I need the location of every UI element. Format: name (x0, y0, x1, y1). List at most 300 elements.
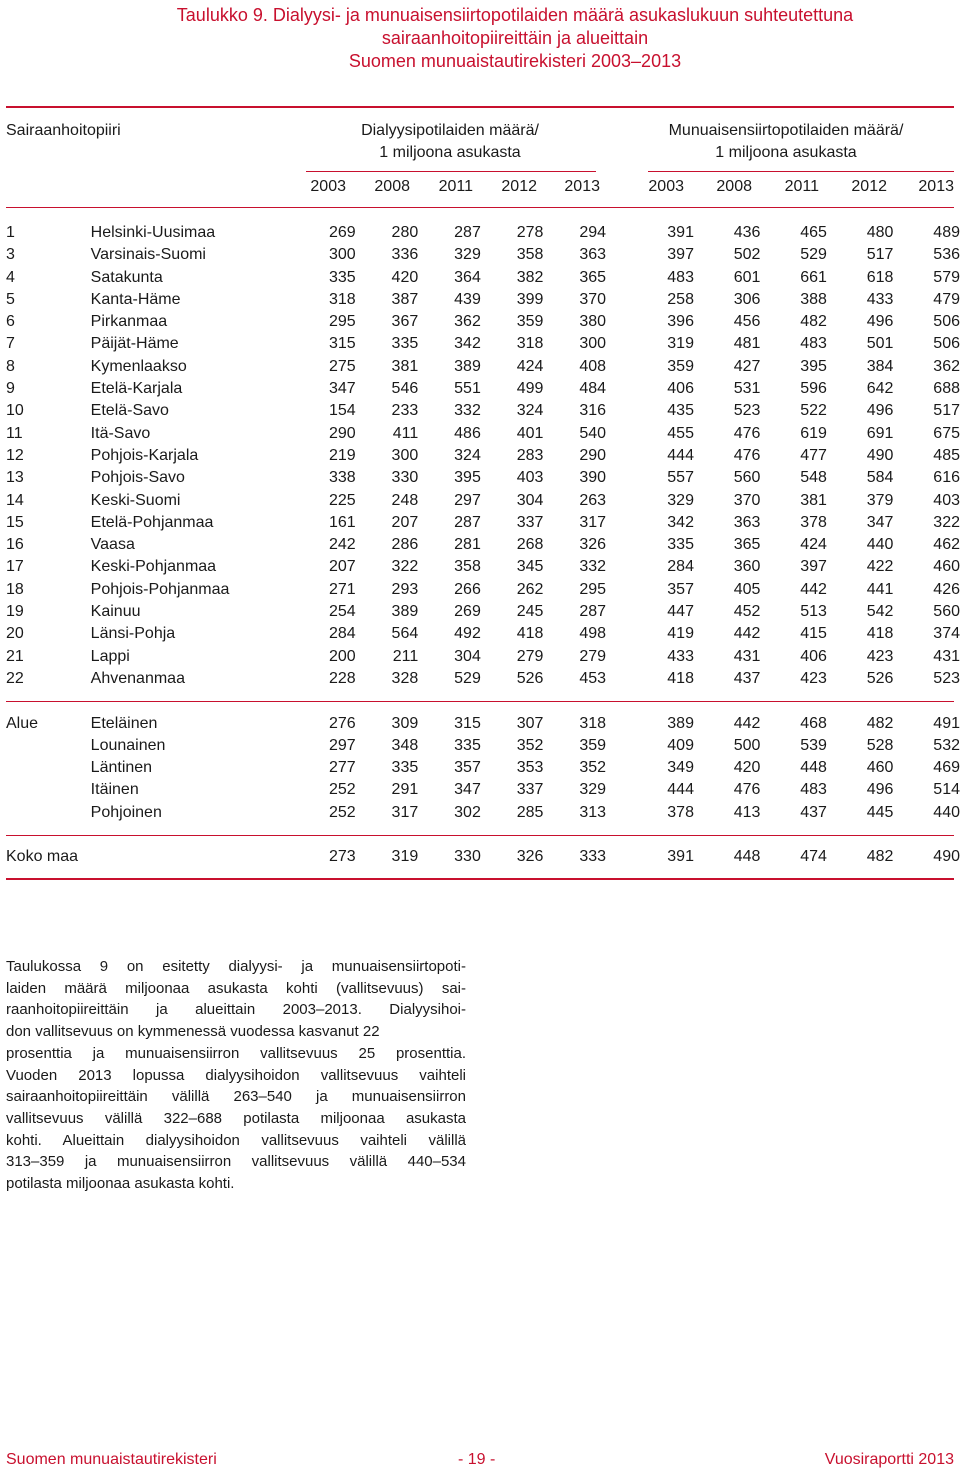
column-gap (606, 467, 627, 489)
transplant-value: 465 (800, 224, 827, 241)
dialysis-value: 358 (454, 558, 481, 576)
dialysis-value: 225 (328, 491, 356, 509)
transplant-value: 284 (667, 558, 694, 576)
dialysis-value: 324 (516, 402, 544, 420)
row-number: 14 (6, 491, 24, 509)
dialysis-value: 335 (328, 268, 356, 286)
transplant-value: 403 (933, 491, 960, 509)
district-row (6, 400, 960, 422)
transplant-value: 378 (667, 803, 694, 821)
column-gap (606, 423, 627, 445)
column-gap (606, 534, 627, 556)
dialysis-value: 276 (328, 714, 356, 732)
year-header: 2011 (784, 178, 819, 195)
row-number: 19 (6, 603, 24, 621)
row-number: Koko maa (6, 848, 79, 866)
dialysis-value: 242 (328, 536, 356, 554)
transplant-value: 442 (800, 580, 827, 598)
dialysis-value: 317 (579, 513, 607, 531)
row-number (6, 757, 91, 779)
dialysis-value: 200 (328, 647, 356, 665)
dialysis-value: 326 (579, 536, 607, 554)
dialysis-value: 271 (328, 580, 356, 598)
dialysis-value: 300 (391, 446, 419, 464)
transplant-value: 517 (866, 246, 894, 264)
paragraph-line: don vallitsevuus on kymmenessä vuodessa kasvanut 22 (6, 1023, 380, 1041)
dialysis-value: 335 (454, 736, 481, 754)
transplant-value: 480 (866, 224, 894, 241)
transplant-value: 616 (933, 469, 960, 487)
district-row (6, 512, 960, 534)
row-number: 1 (6, 224, 15, 241)
transplant-value: 688 (933, 380, 960, 398)
dialysis-value: 219 (328, 446, 356, 464)
transplant-value: 335 (667, 536, 694, 554)
transplant-value: 374 (933, 625, 960, 643)
column-gap (606, 757, 627, 779)
dialysis-value: 338 (328, 469, 356, 487)
dialysis-value: 364 (454, 268, 481, 286)
dialysis-value: 284 (328, 625, 356, 643)
row-name: Läntinen (90, 759, 153, 777)
dialysis-value: 268 (516, 536, 544, 554)
transplant-value: 560 (933, 603, 960, 621)
description-paragraph (6, 956, 466, 1195)
row-number: 9 (6, 380, 15, 398)
footer-registry: Suomen munuaistautirekisteri (6, 1451, 217, 1468)
transplant-value: 389 (667, 714, 694, 732)
total-row (6, 846, 960, 868)
transplant-value: 433 (667, 647, 694, 665)
transplant-value: 442 (733, 714, 761, 732)
district-row (6, 311, 960, 333)
transplant-value: 384 (866, 357, 894, 375)
dialysis-value: 420 (391, 268, 419, 286)
dialysis-value: 336 (391, 246, 419, 264)
transplant-value: 482 (866, 714, 894, 732)
transplant-value: 415 (800, 625, 827, 643)
dialysis-group-header (300, 120, 600, 164)
dialysis-value: 266 (454, 580, 481, 598)
dialysis-value: 390 (579, 469, 607, 487)
dialysis-value: 277 (328, 759, 356, 777)
dialysis-value: 309 (391, 714, 419, 732)
row-name: Satakunta (90, 268, 163, 286)
row-name: Kymenlaakso (90, 357, 187, 375)
dialysis-value: 362 (454, 313, 481, 331)
transplant-value: 481 (733, 335, 761, 353)
row-name: Eteläinen (90, 714, 158, 732)
row-number: 15 (6, 513, 24, 531)
transplant-value: 539 (800, 736, 827, 754)
transplant-value: 529 (800, 246, 827, 264)
dialysis-value: 499 (516, 380, 544, 398)
transplant-value: 418 (866, 625, 894, 643)
transplant-value: 423 (866, 647, 894, 665)
district-row (6, 445, 960, 467)
row-number: 17 (6, 558, 24, 576)
dialysis-group-rule (306, 171, 596, 172)
row-name: Lappi (90, 647, 130, 665)
transplant-value: 496 (866, 781, 894, 799)
column-gap (606, 846, 627, 868)
transplant-value: 483 (800, 335, 827, 353)
transplant-value: 501 (866, 335, 894, 353)
transplant-value: 424 (800, 536, 827, 554)
column-gap (606, 579, 627, 601)
transplant-group-header (636, 120, 936, 164)
row-name: Kanta-Häme (90, 290, 181, 308)
region-row (6, 757, 960, 779)
dialysis-value: 345 (516, 558, 544, 576)
dialysis-value: 399 (516, 290, 544, 308)
dialysis-value: 551 (454, 380, 481, 398)
district-row (6, 646, 960, 668)
district-row (6, 222, 960, 244)
transplant-value: 557 (667, 469, 694, 487)
paragraph-line: Vuoden 2013 lopussa dialyysihoidon vallitsevuus vaihteli (6, 1066, 466, 1084)
paragraph-line: sairaanhoitopiireittäin välillä 263–540 ja munuaisensiirron (6, 1088, 466, 1106)
transplant-value: 258 (667, 290, 694, 308)
dialysis-value: 330 (454, 848, 481, 866)
transplant-value: 396 (667, 313, 694, 331)
dialysis-value: 564 (391, 625, 419, 643)
paragraph-line: vallitsevuus välillä 322–688 potilasta miljoonaa asukasta (6, 1109, 466, 1127)
dialysis-value: 403 (516, 469, 544, 487)
transplant-value: 506 (933, 313, 960, 331)
year-header: 2012 (501, 178, 537, 195)
dialysis-value: 254 (328, 603, 356, 621)
transplant-value: 448 (800, 759, 827, 777)
transplant-value: 691 (866, 424, 894, 442)
transplant-value: 365 (733, 536, 761, 554)
row-name: Varsinais-Suomi (90, 246, 206, 264)
transplant-value: 440 (933, 803, 960, 821)
dialysis-value: 161 (328, 513, 356, 531)
transplant-value: 347 (866, 513, 894, 531)
transplant-value: 531 (733, 380, 761, 398)
year-header: 2012 (851, 178, 887, 195)
row-number: 18 (6, 580, 24, 598)
dialysis-value: 418 (516, 625, 544, 643)
dialysis-value: 387 (391, 290, 419, 308)
transplant-value: 397 (667, 246, 694, 264)
dialysis-value: 290 (579, 446, 607, 464)
year-header: 2008 (374, 178, 410, 195)
header-bottom-rule (6, 207, 954, 208)
paragraph-line: prosenttia ja munuaisensiirron vallitsevuus 25 prosenttia. (6, 1044, 466, 1062)
dialysis-value: 359 (516, 313, 544, 331)
transplant-value: 469 (933, 759, 960, 777)
dialysis-value: 304 (454, 647, 481, 665)
transplant-value: 460 (933, 558, 960, 576)
transplant-value: 436 (733, 224, 761, 241)
transplant-value: 584 (866, 469, 894, 487)
transplant-value: 444 (667, 781, 694, 799)
transplant-header-line-1: Munuaisensiirtopotilaiden määrä/ (668, 122, 904, 139)
dialysis-value: 300 (579, 335, 607, 353)
dialysis-value: 359 (579, 736, 607, 754)
dialysis-value: 453 (579, 669, 607, 687)
transplant-value: 482 (800, 313, 827, 331)
transplant-value: 391 (667, 224, 694, 241)
district-row (6, 356, 960, 378)
column-gap (606, 601, 627, 623)
transplant-value: 522 (800, 402, 827, 420)
transplant-value: 437 (733, 669, 761, 687)
transplant-value: 395 (800, 357, 827, 375)
dialysis-value: 279 (579, 647, 607, 665)
transplant-value: 442 (733, 625, 761, 643)
dialysis-value: 300 (328, 246, 356, 264)
column-gap (606, 333, 627, 355)
dialysis-value: 382 (516, 268, 544, 286)
dialysis-value: 263 (579, 491, 607, 509)
dialysis-value: 332 (454, 402, 481, 420)
dialysis-value: 283 (516, 446, 544, 464)
transplant-value: 490 (866, 446, 894, 464)
data-table (6, 222, 960, 869)
transplant-value: 420 (733, 759, 761, 777)
dialysis-value: 285 (516, 803, 544, 821)
transplant-value: 523 (733, 402, 761, 420)
dialysis-header-line-1: Dialyysipotilaiden määrä/ (361, 122, 539, 139)
transplant-value: 476 (733, 781, 761, 799)
dialysis-value: 365 (579, 268, 607, 286)
dialysis-value: 484 (579, 380, 607, 398)
dialysis-value: 286 (391, 536, 419, 554)
dialysis-value: 273 (328, 848, 356, 866)
district-row (6, 467, 960, 489)
transplant-value: 489 (933, 224, 960, 241)
header-top-rule (6, 106, 954, 108)
transplant-value: 437 (800, 803, 827, 821)
row-number (6, 779, 91, 801)
dialysis-value: 424 (516, 357, 544, 375)
district-row (6, 244, 960, 266)
row-number: 10 (6, 402, 24, 420)
district-column-header: Sairaanhoitopiiri (6, 122, 121, 139)
dialysis-value: 313 (579, 803, 607, 821)
transplant-value: 560 (733, 469, 761, 487)
column-gap (606, 400, 627, 422)
transplant-value: 500 (733, 736, 761, 754)
row-name: Etelä-Savo (90, 402, 169, 420)
transplant-header-line-2: 1 miljoona asukasta (715, 144, 857, 161)
dialysis-value: 408 (579, 357, 607, 375)
transplant-value: 517 (933, 402, 960, 420)
transplant-value: 479 (933, 290, 960, 308)
column-gap (606, 244, 627, 266)
transplant-value: 447 (667, 603, 694, 621)
dialysis-value: 252 (328, 781, 356, 799)
dialysis-value: 233 (391, 402, 419, 420)
column-gap (606, 311, 627, 333)
transplant-value: 513 (800, 603, 827, 621)
transplant-value: 460 (866, 759, 894, 777)
column-gap (606, 713, 627, 735)
transplant-value: 435 (667, 402, 694, 420)
row-number: 21 (6, 647, 24, 665)
transplant-value: 579 (933, 268, 960, 286)
district-row (6, 267, 960, 289)
dialysis-value: 529 (454, 669, 481, 687)
district-row (6, 668, 960, 690)
region-row (6, 802, 960, 824)
table-bottom-rule (6, 878, 954, 880)
transplant-value: 362 (933, 357, 960, 375)
district-row (6, 490, 960, 512)
district-row (6, 601, 960, 623)
transplant-value: 431 (933, 647, 960, 665)
transplant-value: 370 (733, 491, 761, 509)
transplant-value: 319 (667, 335, 694, 353)
district-row (6, 623, 960, 645)
column-gap (606, 512, 627, 534)
transplant-value: 490 (933, 848, 960, 866)
column-gap (606, 735, 627, 757)
transplant-value: 455 (667, 424, 694, 442)
transplant-value: 456 (733, 313, 761, 331)
row-name: Pohjois-Savo (90, 469, 185, 487)
row-name: Itä-Savo (90, 424, 151, 442)
dialysis-value: 318 (516, 335, 544, 353)
transplant-value: 397 (800, 558, 827, 576)
transplant-value: 405 (733, 580, 761, 598)
district-row (6, 556, 960, 578)
transplant-value: 675 (933, 424, 960, 442)
transplant-value: 426 (933, 580, 960, 598)
district-row (6, 333, 960, 355)
dialysis-value: 370 (579, 290, 607, 308)
row-number: 4 (6, 268, 15, 286)
transplant-value: 548 (800, 469, 827, 487)
column-gap (606, 267, 627, 289)
transplant-value: 306 (733, 290, 761, 308)
row-number (6, 735, 91, 757)
column-gap (606, 490, 627, 512)
transplant-value: 468 (800, 714, 827, 732)
dialysis-value: 207 (328, 558, 356, 576)
dialysis-value: 367 (391, 313, 419, 331)
dialysis-value: 322 (391, 558, 419, 576)
transplant-value: 514 (933, 781, 960, 799)
paragraph-line: 313–359 ja munuaisensiirron vallitsevuus välillä 440–534 (6, 1153, 466, 1171)
row-number: 6 (6, 313, 15, 331)
row-number: 7 (6, 335, 15, 353)
dialysis-value: 389 (391, 603, 419, 621)
districts-bottom-rule (6, 701, 954, 702)
dialysis-value: 352 (516, 736, 544, 754)
dialysis-value: 315 (454, 714, 481, 732)
district-row (6, 423, 960, 445)
dialysis-value: 348 (391, 736, 419, 754)
transplant-value: 477 (800, 446, 827, 464)
transplant-value: 419 (667, 625, 694, 643)
dialysis-value: 207 (391, 513, 419, 531)
dialysis-value: 330 (391, 469, 419, 487)
dialysis-value: 307 (516, 714, 544, 732)
dialysis-value: 287 (579, 603, 607, 621)
dialysis-value: 297 (454, 491, 481, 509)
row-name: Pohjois-Karjala (90, 446, 199, 464)
dialysis-value: 337 (516, 513, 544, 531)
transplant-value: 523 (933, 669, 960, 687)
transplant-value: 427 (733, 357, 761, 375)
row-number: 12 (6, 446, 24, 464)
row-number: 3 (6, 246, 15, 264)
dialysis-value: 353 (516, 759, 544, 777)
transplant-value: 601 (733, 268, 761, 286)
transplant-value: 422 (866, 558, 894, 576)
dialysis-value: 304 (516, 491, 544, 509)
dialysis-value: 248 (391, 491, 419, 509)
transplant-value: 476 (733, 446, 761, 464)
dialysis-value: 211 (392, 647, 419, 665)
dialysis-value: 295 (579, 580, 607, 598)
transplant-value: 433 (866, 290, 894, 308)
transplant-value: 379 (866, 491, 894, 509)
title-line-2: sairaanhoitopiireittäin ja alueittain (381, 28, 649, 48)
row-name: Länsi-Pohja (90, 625, 176, 643)
transplant-group-rule (648, 171, 954, 172)
dialysis-value: 302 (454, 803, 481, 821)
dialysis-value: 540 (579, 424, 607, 442)
row-name: Keski-Pohjanmaa (90, 558, 217, 576)
transplant-value: 476 (733, 424, 761, 442)
transplant-value: 440 (866, 536, 894, 554)
title-line-3: Suomen munuaistautirekisteri 2003–2013 (348, 51, 682, 71)
dialysis-value: 278 (516, 224, 544, 241)
dialysis-value: 316 (579, 402, 607, 420)
dialysis-value: 281 (454, 536, 481, 554)
dialysis-value: 228 (328, 669, 356, 687)
region-row (6, 779, 960, 801)
transplant-value: 482 (866, 848, 894, 866)
dialysis-value: 439 (454, 290, 481, 308)
dialysis-value: 337 (516, 781, 544, 799)
row-name: Ahvenanmaa (90, 669, 185, 687)
row-number: 11 (6, 424, 23, 442)
year-header: 2003 (648, 178, 684, 195)
transplant-value: 536 (933, 246, 960, 264)
year-header: 2013 (564, 178, 600, 195)
dialysis-value: 328 (391, 669, 419, 687)
paragraph-line: kohti. Alueittain dialyysihoidon vallitsevuus vaihteli välillä (6, 1131, 466, 1149)
dialysis-value: 291 (391, 781, 419, 799)
column-gap (606, 378, 627, 400)
dialysis-header-line-2: 1 miljoona asukasta (379, 144, 521, 161)
row-number (6, 802, 91, 824)
transplant-value: 462 (933, 536, 960, 554)
region-row (6, 735, 960, 757)
column-gap (606, 646, 627, 668)
dialysis-value: 293 (391, 580, 419, 598)
dialysis-value: 315 (328, 335, 356, 353)
dialysis-value: 329 (579, 781, 607, 799)
dialysis-value: 335 (391, 759, 419, 777)
transplant-value: 359 (667, 357, 694, 375)
transplant-value: 445 (866, 803, 894, 821)
dialysis-value: 395 (454, 469, 481, 487)
dialysis-value: 287 (454, 513, 481, 531)
district-row (6, 534, 960, 556)
dialysis-value: 252 (328, 803, 356, 821)
dialysis-value: 329 (454, 246, 481, 264)
paragraph-line: Taulukossa 9 on esitetty dialyysi- ja munuaisensiirtopoti- (6, 958, 466, 975)
column-gap (606, 356, 627, 378)
transplant-value: 406 (800, 647, 827, 665)
